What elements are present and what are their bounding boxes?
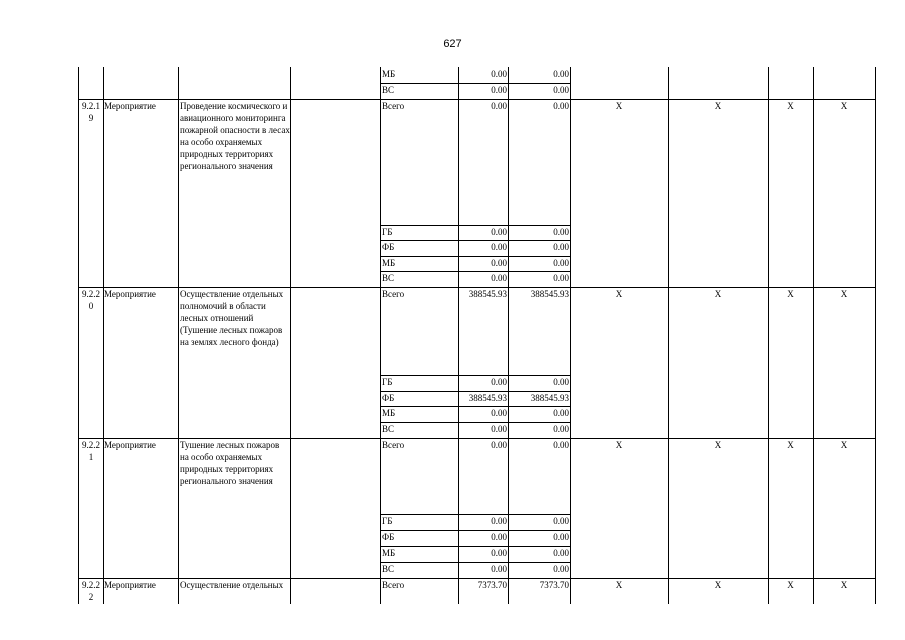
x-mark: X (615, 289, 623, 299)
row-line (380, 546, 570, 547)
source-label: Всего (382, 289, 405, 299)
x-mark: X (787, 289, 794, 299)
amount-cell: 0.00 (553, 516, 569, 526)
amount-cell: 0.00 (553, 101, 569, 111)
amount-cell: 0.00 (553, 85, 569, 95)
x-mark: X (714, 440, 722, 450)
row-line (380, 391, 570, 392)
row-line (380, 256, 570, 257)
row-line (380, 530, 570, 531)
source-label: МБ (382, 258, 396, 268)
x-mark: X (840, 289, 848, 299)
row-line (380, 422, 570, 423)
amount-cell: 0.00 (491, 532, 507, 542)
amount-cell: 0.00 (491, 516, 507, 526)
x-mark: X (787, 101, 794, 111)
amount-cell: 0.00 (491, 101, 507, 111)
column-line (380, 67, 381, 604)
source-label: ФБ (382, 242, 395, 252)
row-line (380, 562, 570, 563)
x-mark: X (714, 289, 722, 299)
activity-code: 9.2.1 9 (82, 101, 100, 123)
amount-cell: 0.00 (491, 377, 507, 387)
amount-cell: 0.00 (553, 424, 569, 434)
column-line (768, 67, 769, 604)
source-label: МБ (382, 69, 396, 79)
amount-cell: 0.00 (553, 273, 569, 283)
source-label: ВС (382, 85, 395, 95)
activity-name: Тушение лесных пожаров на особо охраняемых природных территориях регионального значения (180, 440, 280, 486)
column-line (78, 67, 79, 604)
amount-cell: 388545.93 (530, 393, 569, 403)
column-line (178, 67, 179, 604)
source-label: ФБ (382, 532, 395, 542)
amount-cell: 0.00 (491, 424, 507, 434)
amount-cell: 0.00 (553, 69, 569, 79)
activity-code: 9.2.2 2 (82, 580, 100, 602)
x-mark: X (615, 101, 623, 111)
amount-cell: 7373.70 (477, 580, 507, 590)
amount-cell: 0.00 (491, 564, 507, 574)
source-label: МБ (382, 548, 396, 558)
activity-code: 9.2.2 1 (82, 440, 100, 462)
source-label: МБ (382, 408, 396, 418)
row-line (380, 375, 570, 376)
amount-cell: 388545.93 (468, 393, 507, 403)
row-line (380, 225, 570, 226)
amount-cell: 0.00 (553, 564, 569, 574)
source-label: ГБ (382, 377, 393, 387)
amount-cell: 0.00 (553, 532, 569, 542)
amount-cell: 0.00 (553, 242, 569, 252)
source-label: Всего (382, 101, 405, 111)
source-label: ГБ (382, 227, 393, 237)
amount-cell: 388545.93 (530, 289, 569, 299)
x-mark: X (787, 580, 794, 590)
amount-cell: 7373.70 (539, 580, 569, 590)
source-label: ФБ (382, 393, 395, 403)
x-mark: X (714, 580, 722, 590)
x-mark: X (840, 101, 848, 111)
source-label: ВС (382, 273, 395, 283)
amount-cell: 0.00 (491, 242, 507, 252)
activity-name: Осуществление отдельных полномочий в области лесных отношений (Тушение лесных пожаров на землях лесного фонда) (180, 289, 284, 347)
source-label: Всего (382, 580, 405, 590)
amount-cell: 0.00 (553, 227, 569, 237)
activity-type: Мероприятие (104, 580, 156, 590)
row-line (380, 83, 570, 84)
activity-name: Осуществление отдельных (180, 580, 284, 590)
column-line (570, 67, 571, 604)
activity-type: Мероприятие (104, 440, 156, 450)
source-label: ВС (382, 564, 395, 574)
x-mark: X (840, 580, 848, 590)
column-line (813, 67, 814, 604)
column-line (875, 67, 876, 604)
row-line (380, 240, 570, 241)
page-number: 627 (443, 38, 462, 50)
amount-cell: 0.00 (491, 273, 507, 283)
amount-cell: 0.00 (553, 548, 569, 558)
x-mark: X (787, 440, 794, 450)
column-line (668, 67, 669, 604)
amount-cell: 0.00 (491, 69, 507, 79)
amount-cell: 0.00 (553, 258, 569, 268)
row-line (380, 406, 570, 407)
activity-type: Мероприятие (104, 101, 156, 111)
amount-cell: 388545.93 (468, 289, 507, 299)
activity-name: Проведение космического и авиационного мониторинга пожарной опасности в лесах на особо охраняемых природных территориях регионального значения (180, 101, 290, 171)
x-mark: X (615, 440, 623, 450)
source-label: Всего (382, 440, 405, 450)
amount-cell: 0.00 (491, 440, 507, 450)
amount-cell: 0.00 (553, 440, 569, 450)
row-line (380, 514, 570, 515)
column-line (290, 67, 291, 604)
amount-cell: 0.00 (491, 548, 507, 558)
row-line (380, 271, 570, 272)
source-label: ВС (382, 424, 395, 434)
source-label: ГБ (382, 516, 393, 526)
activity-type: Мероприятие (104, 289, 156, 299)
amount-cell: 0.00 (491, 85, 507, 95)
column-line (103, 67, 104, 604)
activity-code: 9.2.2 0 (82, 289, 100, 311)
x-mark: X (615, 580, 623, 590)
amount-cell: 0.00 (491, 258, 507, 268)
x-mark: X (840, 440, 848, 450)
amount-cell: 0.00 (491, 227, 507, 237)
x-mark: X (714, 101, 722, 111)
amount-cell: 0.00 (553, 408, 569, 418)
amount-cell: 0.00 (491, 408, 507, 418)
amount-cell: 0.00 (553, 377, 569, 387)
